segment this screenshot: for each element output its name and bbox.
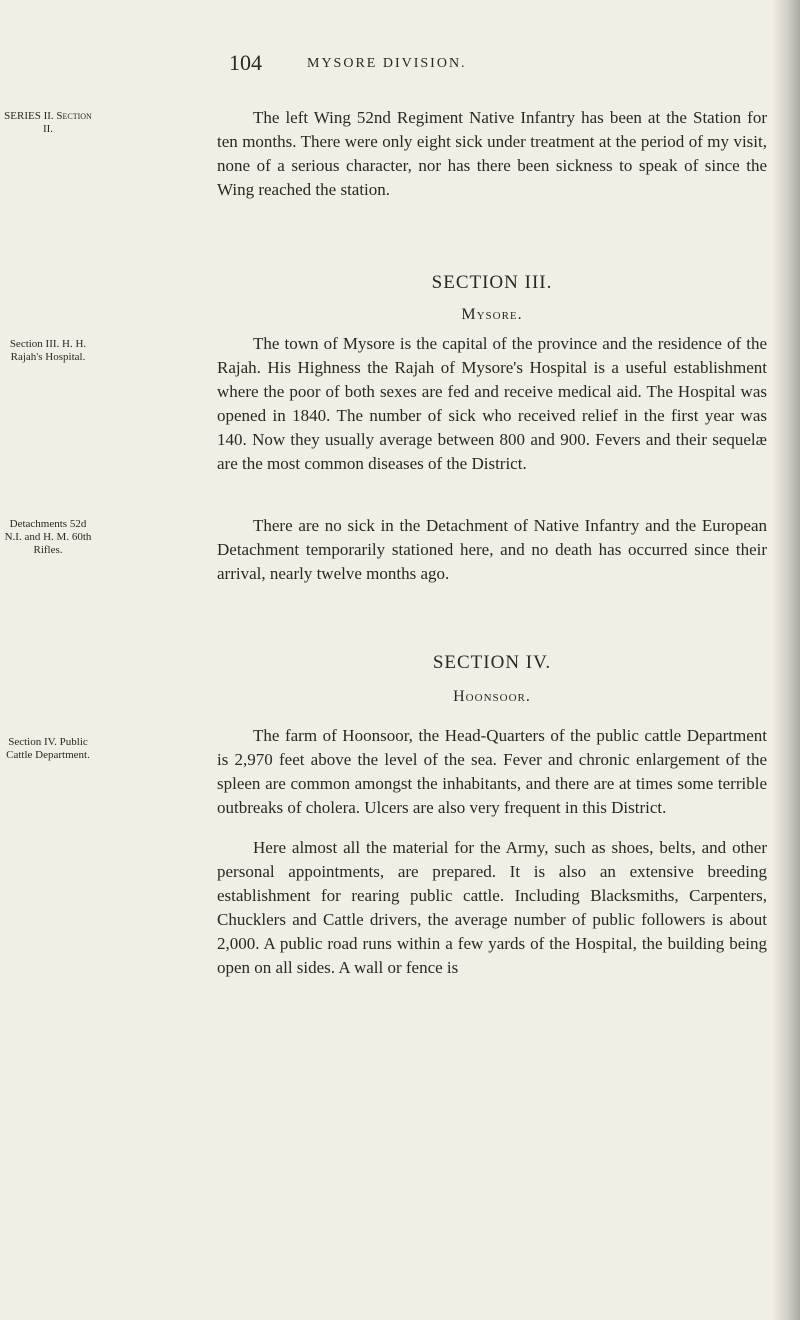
running-head: MYSORE DIVISION. <box>307 56 467 71</box>
margin-note-detachments: Detachments 52d N.I. and H. M. 60th Rifles. <box>4 518 92 556</box>
page-edge-shadow <box>772 0 800 1320</box>
margin-note-series: SERIES II. Section II. <box>4 110 92 135</box>
section-heading: SECTION III. <box>431 272 553 293</box>
section-subheading: Mysore. <box>461 306 523 323</box>
margin-note-rajah-hospital: Section III. H. H. Rajah's Hospital. <box>9 338 87 363</box>
paragraph-army-material: Here almost all the material for the Army, such as shoes, belts, and other personal appointments, are prepared. It is also an extensive breeding establishment for rearing public cattle. Including Blacksmiths, Carpenters, Chucklers and Cattle drivers, the average number of public followers is about 2,000. A public road runs within a few yards of the Hospital, the building being open on all sides. A wall or fence is <box>217 838 767 977</box>
page-number: 104 <box>229 50 262 75</box>
paragraph-wing-52nd: The left Wing 52nd Regiment Native Infantry has been at the Station for ten months. There were only eight sick under treatment at the period of my visit, none of a serious character, nor has there been sickness to speak of since the Wing reached the station. <box>217 108 767 199</box>
section-subheading: Hoonsoor. <box>453 688 531 705</box>
section-heading: SECTION IV. <box>432 652 552 673</box>
paragraph-detachments: There are no sick in the Detachment of Native Infantry and the European Detachment temporarily stationed here, and no death has occurred since their arrival, nearly twelve months ago. <box>217 516 767 583</box>
margin-note-cattle-department: Section IV. Public Cattle Department. <box>6 736 90 761</box>
paragraph-mysore-hospital: The town of Mysore is the capital of the province and the residence of the Rajah. His Highness the Rajah of Mysore's Hospital is a useful establishment where the poor of both sexes are fed and receive medical aid. The Hospital was opened in 1840. The number of sick who received relief in the first year was 140. Now they usually average between 800 and 900. Fevers and their sequelæ are the most common diseases of the District. <box>217 334 767 473</box>
page-header <box>0 50 800 80</box>
paragraph-hoonsoor-farm: The farm of Hoonsoor, the Head-Quarters of the public cattle Department is 2,970 feet above the level of the sea. Fever and chronic enlargement of the spleen are common amongst the inhabitants, and there are at times some terrible outbreaks of cholera. Ulcers are also very frequent in this District. <box>217 726 767 817</box>
